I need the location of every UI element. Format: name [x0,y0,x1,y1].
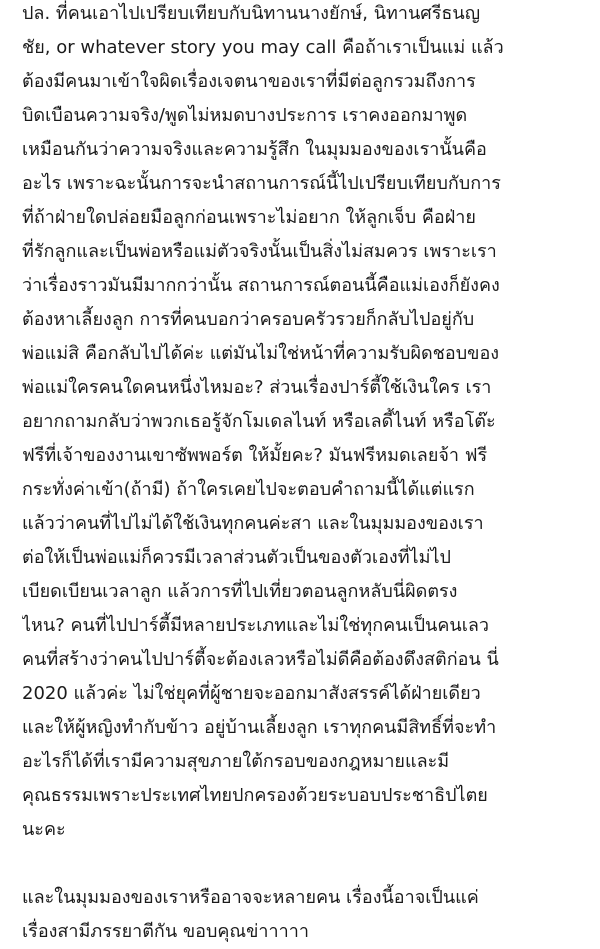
paragraph-1-line: ไหน? คนที่ไปปาร์ตี้มีหลายประเภทและไม่ใช่ทุกคนเป็นคนเลว [22,615,489,636]
paragraph-1-line: ที่รักลูกและเป็นพ่อหรือแม่ตัวจริงนั้นเป็นสิ่งไม่สมควร เพราะเรา [22,241,497,262]
paragraph-1-line: แล้วว่าคนที่ไปไม่ได้ใช้เงินทุกคนค่ะสา และในมุมมองของเรา [22,513,484,534]
paragraph-1-line: ต่อให้เป็นพ่อแม่ก็ควรมีเวลาส่วนตัวเป็นของตัวเองที่ไม่ไป [22,547,451,568]
paragraph-2-line: และในมุมมองของเราหรืออาจจะหลายคน เรื่องนี้อาจเป็นแค่ [22,887,479,908]
paragraph-1-line: บิดเบือนความจริง/พูดไม่หมดบางประการ เราคงออกมาพูด [22,105,468,126]
paragraph-1-line: ปล. ที่คนเอาไปเปรียบเทียบกับนิทานนางยักษ์, นิทานศรีธนญ [22,3,481,24]
paragraph-2-line: เรื่องสามีภรรยาตีกัน ขอบคุณข่าาาาา [22,921,309,942]
paragraph-1-line: และให้ผู้หญิงทำกับข้าว อยู่บ้านเลี้ยงลูก เราทุกคนมีสิทธิ์ที่จะทำ [22,717,497,738]
paragraph-1-line: ฟรีที่เจ้าของงานเขาซัพพอร์ต ให้มั้ยคะ? มันฟรีหมดเลยจ้า ฟรี [22,445,488,466]
paragraph-1-line: ชัย, or whatever story you may call คือถ้าเราเป็นแม่ แล้ว [22,37,504,58]
paragraph-1-line: คุณธรรมเพราะประเทศไทยปกครองด้วยระบอบประชาธิปไตย [22,785,488,806]
paragraph-1-line: อะไร เพราะฉะนั้นการจะนำสถานการณ์นี้ไปเปรียบเทียบกับการ [22,173,501,194]
paragraph-1-line: ว่าเรื่องราวมันมีมากกว่านั้น สถานการณ์ตอนนี้คือแม่เองก็ยังคง [22,275,500,296]
paragraph-1-line: อยากถามกลับว่าพวกเธอรู้จักโมเดลไนท์ หรือเลดี้ไนท์ หรือโต๊ะ [22,411,496,432]
paragraph-1-line: พ่อแม่ใครคนใดคนหนึ่งไหมอะ? ส่วนเรื่องปาร์ตี้ใช้เงินใคร เรา [22,377,492,398]
paragraph-1-line: คนที่สร้างว่าคนไปปาร์ตี้จะต้องเลวหรือไม่ดีคือต้องดึงสติก่อน นี่ [22,649,499,670]
paragraph-1-line: 2020 แล้วค่ะ ไม่ใช่ยุคที่ผู้ชายจะออกมาสังสรรค์ได้ฝ่ายเดียว [22,683,481,704]
paragraph-1-line: พ่อแม่สิ คือกลับไปได้ค่ะ แต่มันไม่ใช่หน้าที่ความรับผิดชอบของ [22,343,500,364]
paragraph-1-line: อะไรก็ได้ที่เรามีความสุขภายใต้กรอบของกฎหมายและมี [22,751,450,772]
paragraph-1-line: ที่ถ้าฝ่ายใดปล่อยมือลูกก่อนเพราะไม่อยาก ให้ลูกเจ็บ คือฝ่าย [22,207,476,228]
paragraph-1-line: ต้องหาเลี้ยงลูก การที่คนบอกว่าครอบครัวรวยก็กลับไปอยู่กับ [22,309,475,330]
paragraph-1-line: ต้องมีคนมาเข้าใจผิดเรื่องเจตนาของเราที่มีต่อลูกรวมถึงการ [22,71,476,92]
paragraph-1-line: เหมือนกันว่าความจริงและความรู้สึก ในมุมมองของเรานั้นคือ [22,139,487,160]
paragraph-1-line: กระทั่งค่าเข้า(ถ้ามี) ถ้าใครเคยไปจะตอบคำถามนี้ได้แต่แรก [22,479,475,500]
paragraph-1-line: เบียดเบียนเวลาลูก แล้วการที่ไปเที่ยวตอนลูกหลับนี่ผิดตรง [22,581,458,602]
paragraph-1-line: นะคะ [22,819,66,840]
